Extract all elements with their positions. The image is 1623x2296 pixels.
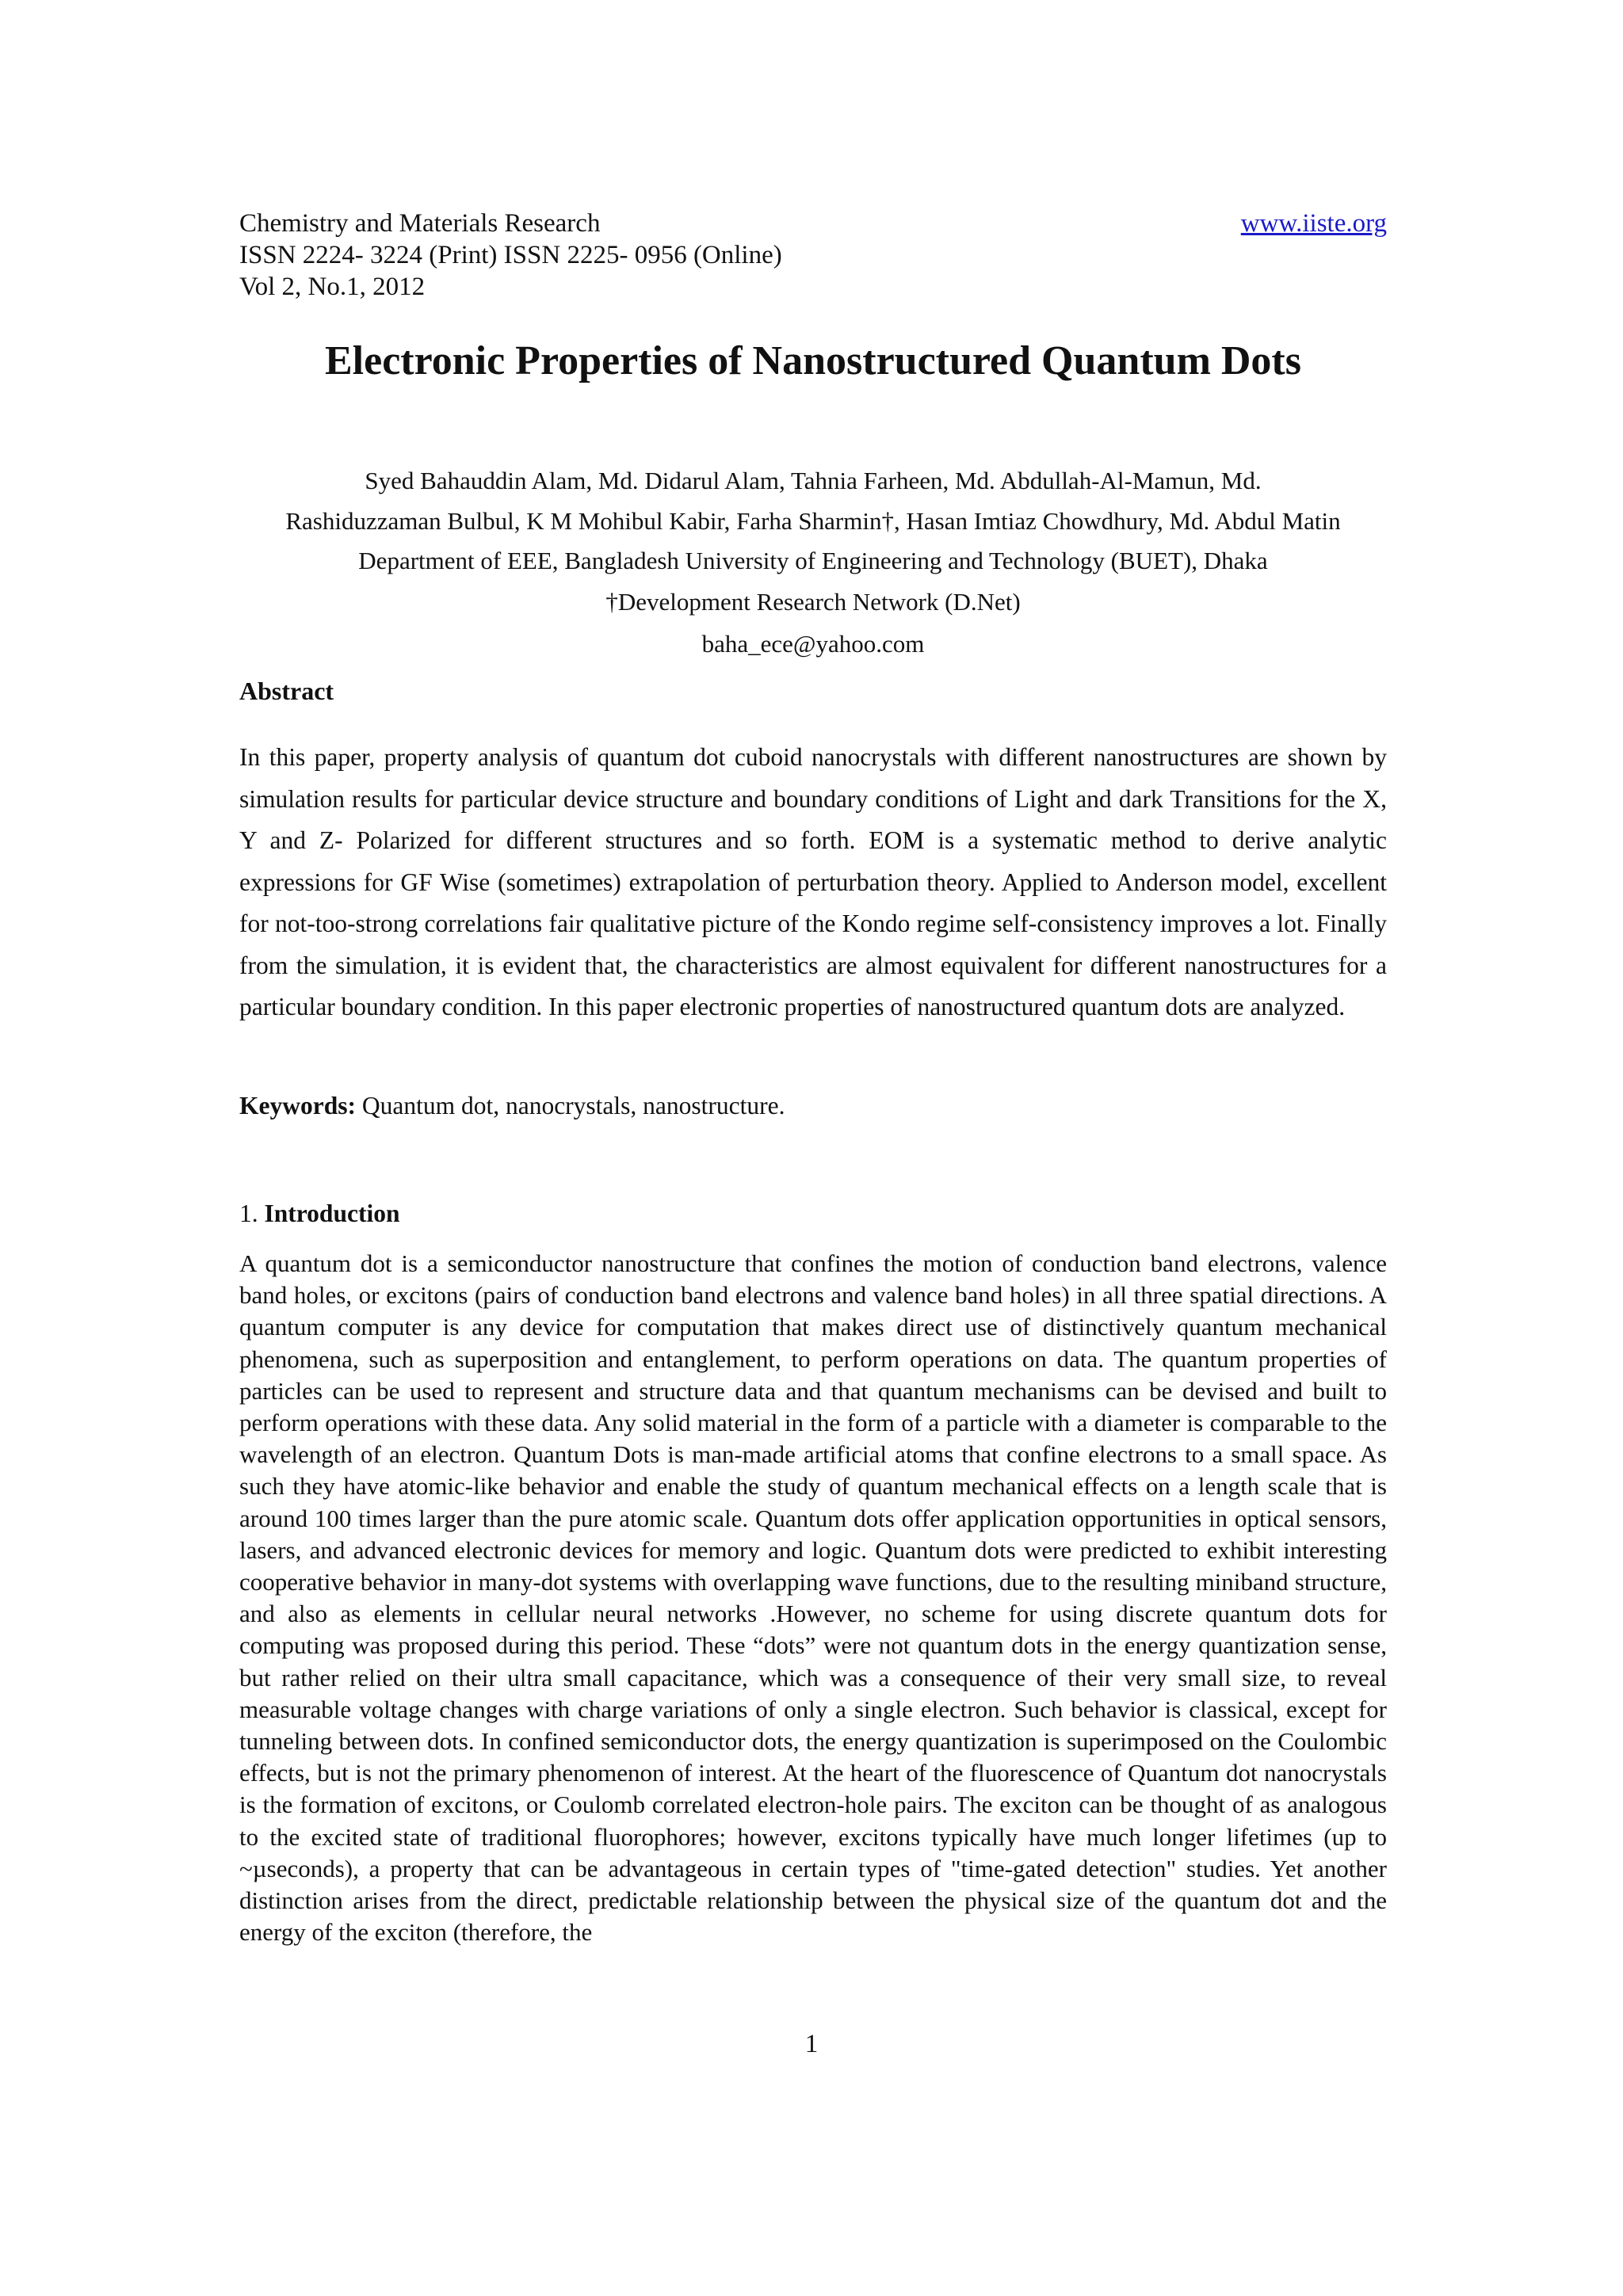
issn-line: ISSN 2224- 3224 (Print) ISSN 2225- 0956 (Online) [239, 241, 782, 269]
journal-name: Chemistry and Materials Research [239, 209, 601, 238]
website-link[interactable]: www.iiste.org [1240, 209, 1387, 238]
author-block [230, 460, 1396, 665]
volume-line: Vol 2, No.1, 2012 [239, 273, 426, 301]
section-number: 1. [239, 1199, 258, 1227]
section-heading-introduction [239, 1198, 399, 1230]
author-email: baha_ece@yahoo.com [701, 630, 925, 658]
introduction-body: A quantum dot is a semiconductor nanostructure that confines the motion of conduction band electrons, valence band holes, or excitons (pairs of conduction band electrons and valence band holes) in all three spatial directions. A quantum computer is any device for computation that makes direct use of distinctively quantum mechanical phenomena, such as superposition and entanglement, to perform operations on data. The quantum properties of particles can be used to represent and structure data and that quantum mechanisms can be devised and built to perform operations with these data. Any solid material in the form of a particle with a diameter is comparable to the wavelength of an electron. Quantum Dots is man-made artificial atoms that confine electrons to a small space. As such they have atomic-like behavior and enable the study of quantum mechanical effects on a length scale that is around 100 times larger than the pure atomic scale. Quantum dots offer application opportunities in optical sensors, lasers, and advanced electronic devices for memory and logic. Quantum dots were predicted to exhibit interesting cooperative behavior in many-dot systems with overlapping wave functions, due to the resulting miniband structure, and also as elements in cellular neural networks .However, no scheme for using discrete quantum dots for computing was proposed during this period. These “dots” were not quantum dots in the energy quantization sense, but rather relied on their ultra small capacitance, which was a consequence of their very small size, to reveal measurable voltage changes with charge variations of only a single electron. Such behavior is classical, except for tunneling between dots. In confined semiconductor dots, the energy quantization is superimposed on the Coulombic effects, but is not the primary phenomenon of interest. At the heart of the fluorescence of Quantum dot nanocrystals is the formation of excitons, or Coulomb correlated electron-hole pairs. The exciton can be thought of as analogous to the excited state of traditional fluorophores; however, excitons typically have much longer lifetimes (up to ~µseconds), a property that can be advantageous in certain types of "time-gated detection" studies. Yet another distinction arises from the direct, predictable relationship between the physical size of the quantum dot and the energy of the exciton (therefore, the [239, 1249, 1387, 1947]
affiliation-1: Department of EEE, Bangladesh University of Engineering and Technology (BUET), Dhaka [358, 547, 1268, 574]
author-line-2: Rashiduzzaman Bulbul, K M Mohibul Kabir, Farha Sharmin†, Hasan Imtiaz Chowdhury, Md. Abdul Matin [285, 507, 1341, 535]
affiliation-2: †Development Research Network (D.Net) [605, 588, 1021, 616]
keywords-text: Quantum dot, nanocrystals, nanostructure. [355, 1092, 785, 1119]
abstract-body: In this paper, property analysis of quantum dot cuboid nanocrystals with different nanostructures are shown by simulation results for particular device structure and boundary conditions of Light and dark Transitions for the X, Y and Z- Polarized for different structures and so forth. EOM is a systematic method to derive analytic expressions for GF Wise (sometimes) extrapolation of perturbation theory. Applied to Anderson model, excellent for not-too-strong correlations fair qualitative picture of the Kondo regime self-consistency improves a lot. Finally from the simulation, it is evident that, the characteristics are almost equivalent for different nanostructures for a particular boundary condition. In this paper electronic properties of nanostructured quantum dots are analyzed. [239, 743, 1387, 1020]
author-line-1: Syed Bahauddin Alam, Md. Didarul Alam, Tahnia Farheen, Md. Abdullah-Al-Mamun, Md. [365, 467, 1262, 494]
keywords [239, 1090, 1387, 1122]
paper-title: Electronic Properties of Nanostructured Quantum Dots [324, 338, 1301, 383]
page-number: 1 [804, 2030, 819, 2058]
journal-line [239, 208, 1387, 239]
keywords-label: Keywords: [239, 1092, 356, 1119]
abstract-heading: Abstract [239, 677, 334, 705]
running-header [239, 208, 1387, 303]
section-title: Introduction [264, 1199, 400, 1227]
